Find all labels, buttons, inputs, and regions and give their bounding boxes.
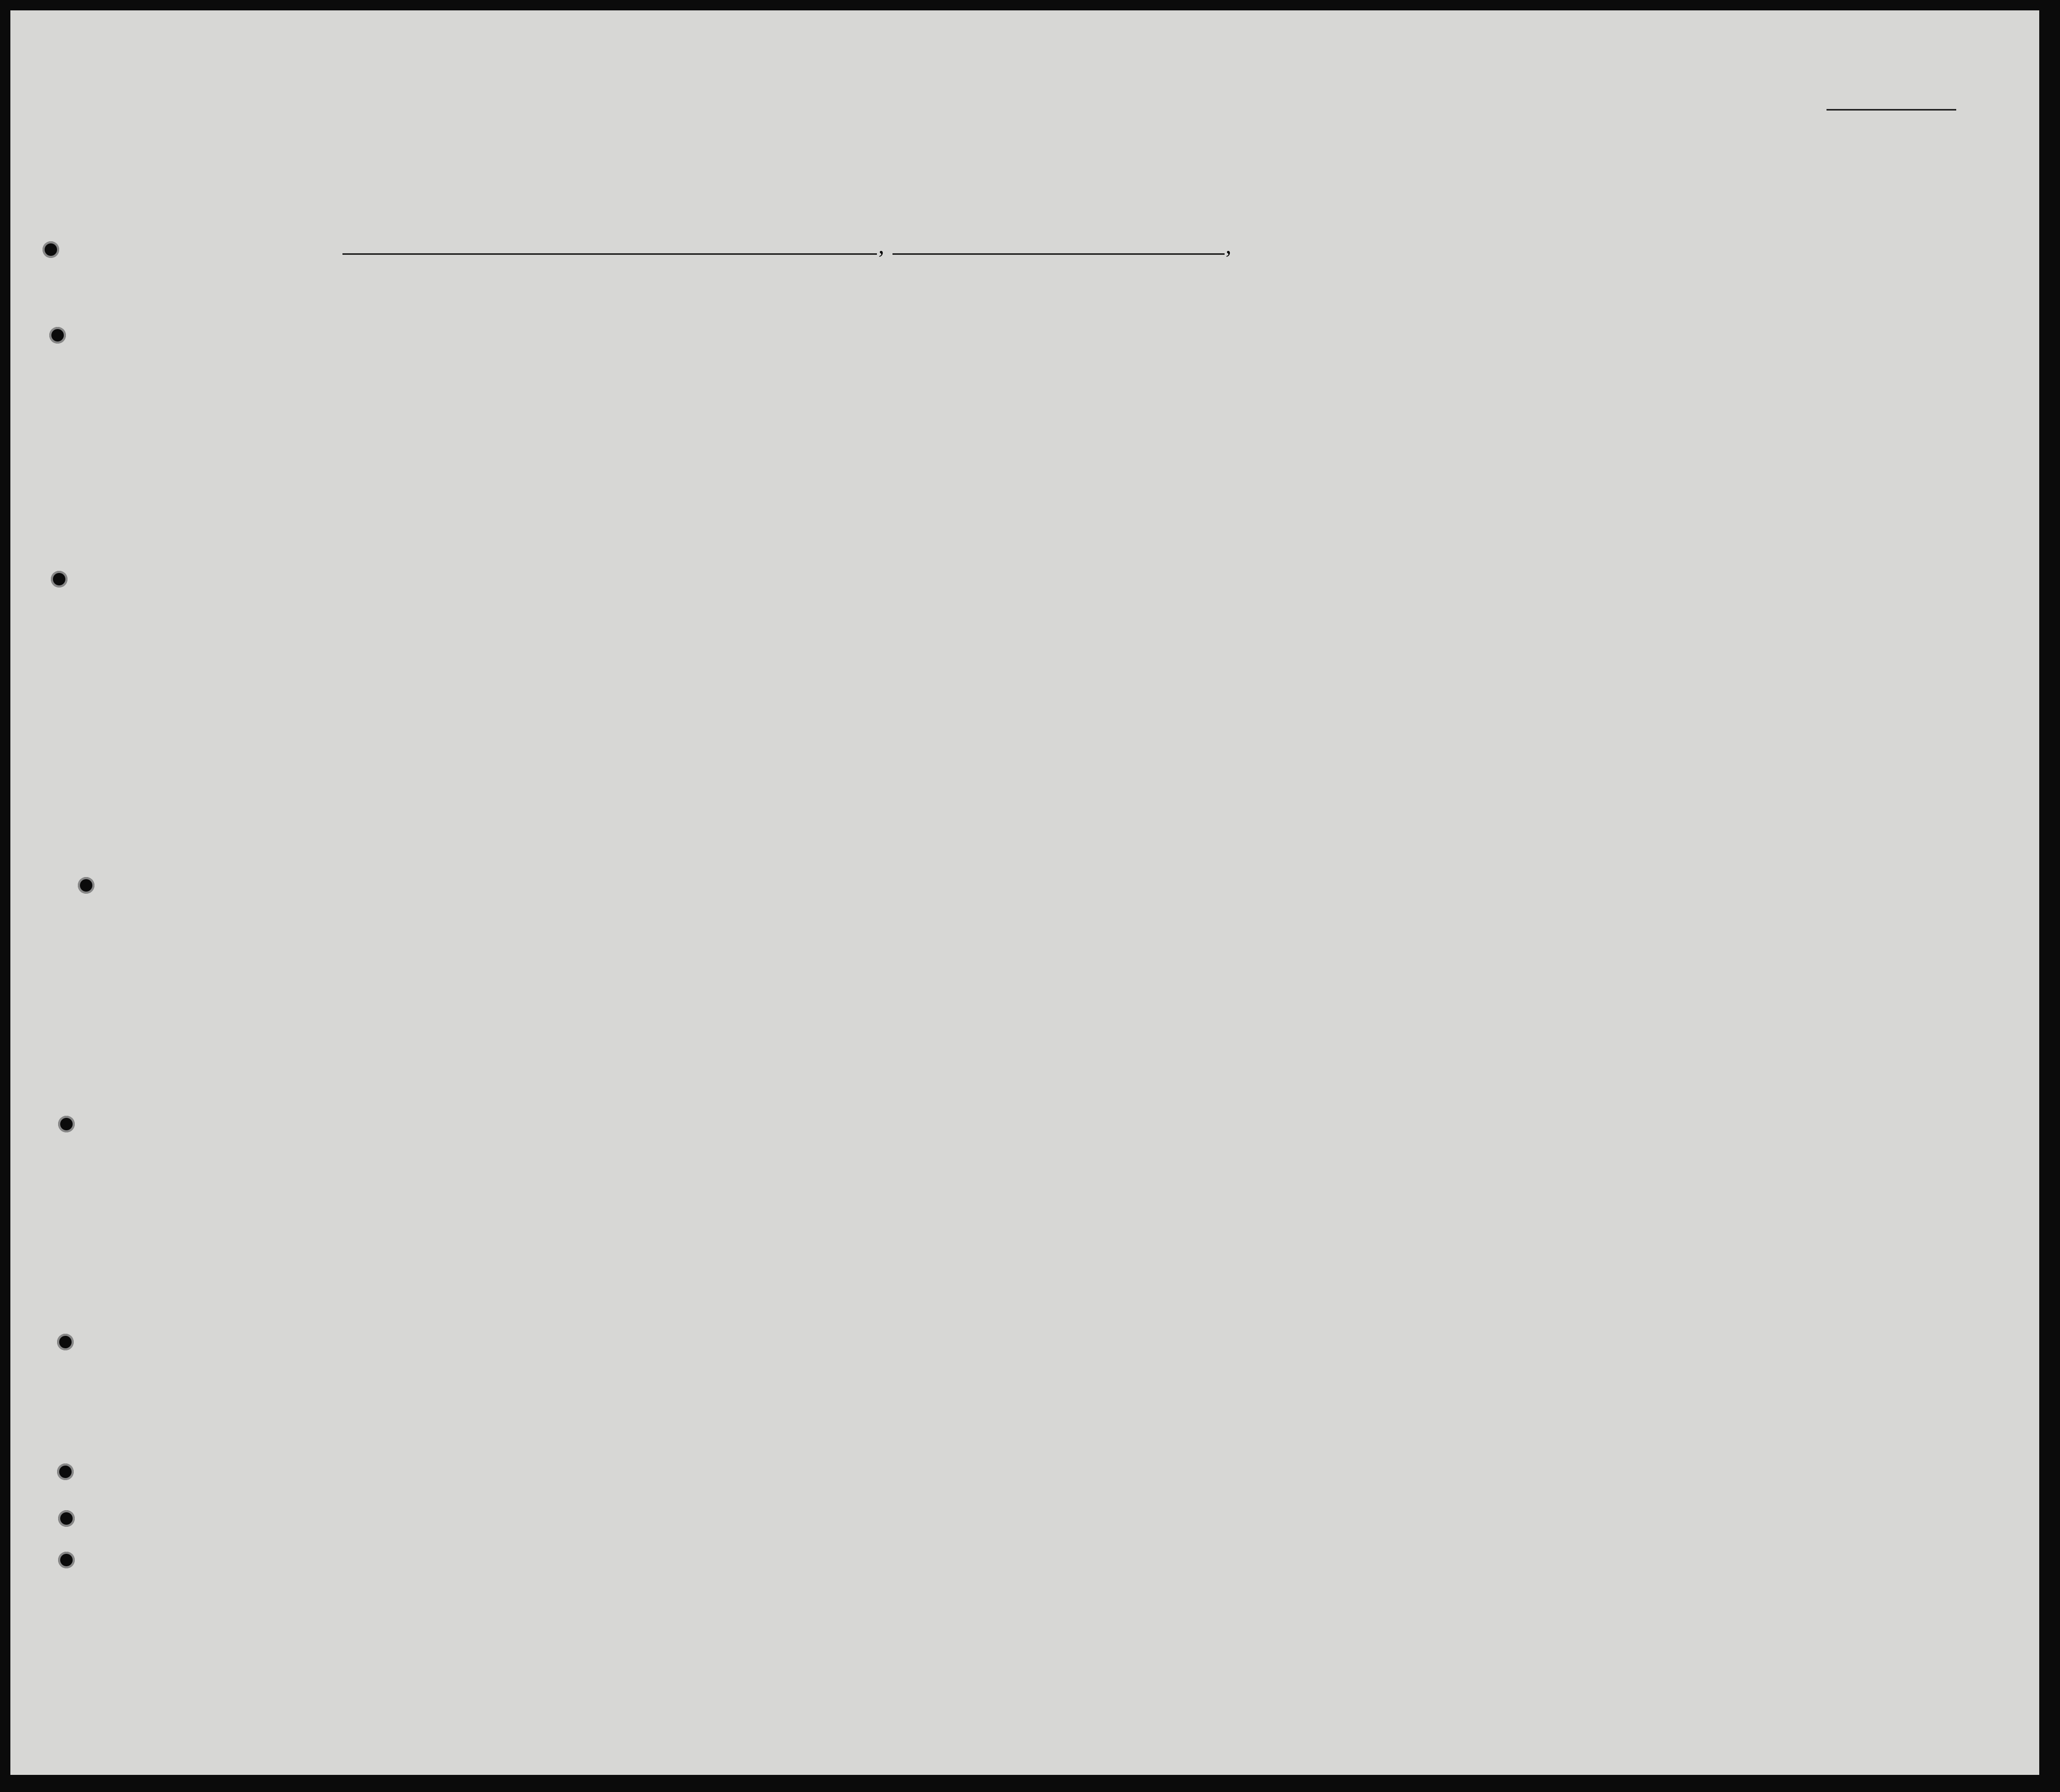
manifest-grid [10,10,2039,1775]
manifest-sheet [10,10,2039,1775]
comma-1: , [878,233,884,258]
comma-2: , [1226,233,1231,258]
